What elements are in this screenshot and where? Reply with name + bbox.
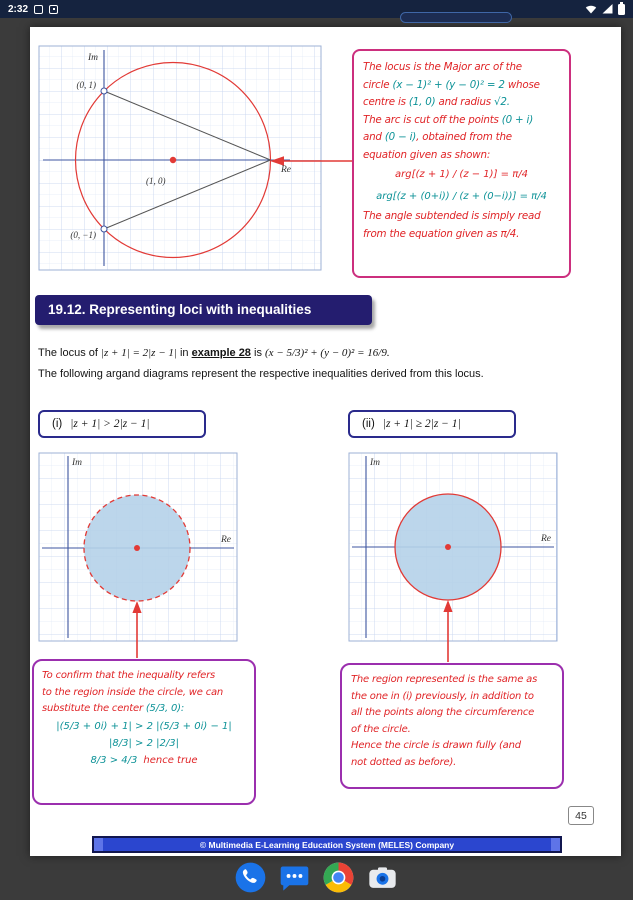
annotation-case-i: [32, 659, 256, 805]
camera-icon[interactable]: [367, 862, 398, 893]
note-line: substitute the center (5/3, 0):: [42, 703, 185, 714]
messages-icon[interactable]: [279, 862, 310, 893]
intro-line-2: The following argand diagrams represent the respective inequalities derived from this locus.: [38, 368, 484, 380]
substitution-step-2: |8/3| > 2 |2/3|: [109, 737, 179, 749]
im-axis-label: Im: [87, 53, 98, 63]
case-label-ii: (ii) |z + 1| ≥ 2|z − 1|: [348, 410, 516, 438]
example-28-link[interactable]: example 28: [191, 347, 251, 359]
case-label-i: (i) |z + 1| > 2|z − 1|: [38, 410, 206, 438]
battery-icon: [618, 4, 625, 15]
note-line: not dotted as before).: [351, 756, 457, 768]
status-time: 2:32: [8, 3, 29, 15]
note-line: centre is (1, 0) and radius √2.: [363, 96, 510, 108]
substitution-step-1: |(5/3 + 0i) + 1| > 2 |(5/3 + 0i) − 1|: [56, 720, 232, 732]
point-label-0-1: (0, 1): [76, 80, 96, 90]
annotation-case-ii: [340, 663, 564, 789]
annotation-major-arc: [352, 49, 571, 278]
note-line: and (0 − i), obtained from the: [363, 131, 512, 143]
im-axis-label: Im: [72, 458, 83, 468]
status-bar: [0, 0, 633, 18]
note-line: The locus is the Major arc of the: [363, 61, 522, 73]
point-0-1: [101, 88, 107, 94]
note-line: of the circle.: [351, 723, 411, 735]
intro-line-1: The locus of |z + 1| = 2|z − 1| in example 28 is (x − 5/3)² + (y − 0)² = 16/9.: [38, 347, 390, 359]
notification-icon-2: [49, 5, 58, 14]
centre-label: (1, 0): [146, 176, 166, 186]
note-line: To confirm that the inequality refers: [42, 670, 216, 681]
im-axis-label: Im: [370, 458, 381, 468]
status-bar-left: [8, 4, 58, 15]
signal-icon: [602, 4, 613, 14]
status-bar-right: [585, 4, 625, 15]
chrome-icon[interactable]: [323, 862, 354, 893]
annotation-arrow-top: [270, 153, 354, 169]
note-line: The arc is cut off the points (0 + i): [363, 113, 534, 126]
centre-point: [134, 545, 140, 551]
page-number: 45: [568, 806, 594, 825]
hence-true-label: hence true: [143, 754, 198, 766]
wifi-icon: [585, 4, 597, 14]
phone-icon[interactable]: [235, 862, 266, 893]
point-0-minus-1: [101, 226, 107, 232]
annotation-arrow-ii: [442, 600, 454, 663]
note-line: circle (x − 1)² + (y − 0)² = 2 whose: [363, 78, 540, 91]
notification-icon-1: [34, 5, 43, 14]
re-axis-label: Re: [540, 534, 551, 544]
annotation-arrow-i: [131, 601, 143, 659]
note-line: equation given as shown:: [363, 148, 491, 161]
note-line: from the equation given as π/4.: [363, 227, 520, 240]
point-label-0-minus-1: (0, −1): [70, 230, 96, 240]
section-header: 19.12. Representing loci with inequalities: [35, 295, 372, 325]
note-line: The angle subtended is simply read: [363, 210, 541, 222]
re-axis-label: Re: [220, 535, 231, 545]
equation-arg-1: arg[(z + 1) / (z − 1)] = π/4: [395, 169, 528, 180]
note-line: all the points along the circumference: [351, 707, 535, 718]
re-axis-label: Re: [281, 165, 292, 175]
intro-paragraph: [38, 347, 610, 389]
document-page: [30, 27, 621, 856]
footer-company-bar: © Multimedia E-Learning Education System (MELES) Company: [92, 836, 562, 853]
note-line: the one in (i) previously, in addition to: [351, 690, 534, 702]
note-line: The region represented is the same as: [351, 674, 538, 685]
substitution-step-3: 8/3 > 4/3 hence true: [90, 754, 198, 766]
centre-point: [170, 157, 176, 163]
equation-arg-2: arg[(z + (0+i)) / (z + (0−i))] = π/4: [376, 191, 547, 202]
top-toolbar-pill[interactable]: [400, 12, 512, 23]
dock: [0, 855, 633, 900]
centre-point: [445, 544, 451, 550]
note-line: to the region inside the circle, we can: [42, 686, 224, 698]
note-line: Hence the circle is drawn fully (and: [351, 740, 521, 751]
